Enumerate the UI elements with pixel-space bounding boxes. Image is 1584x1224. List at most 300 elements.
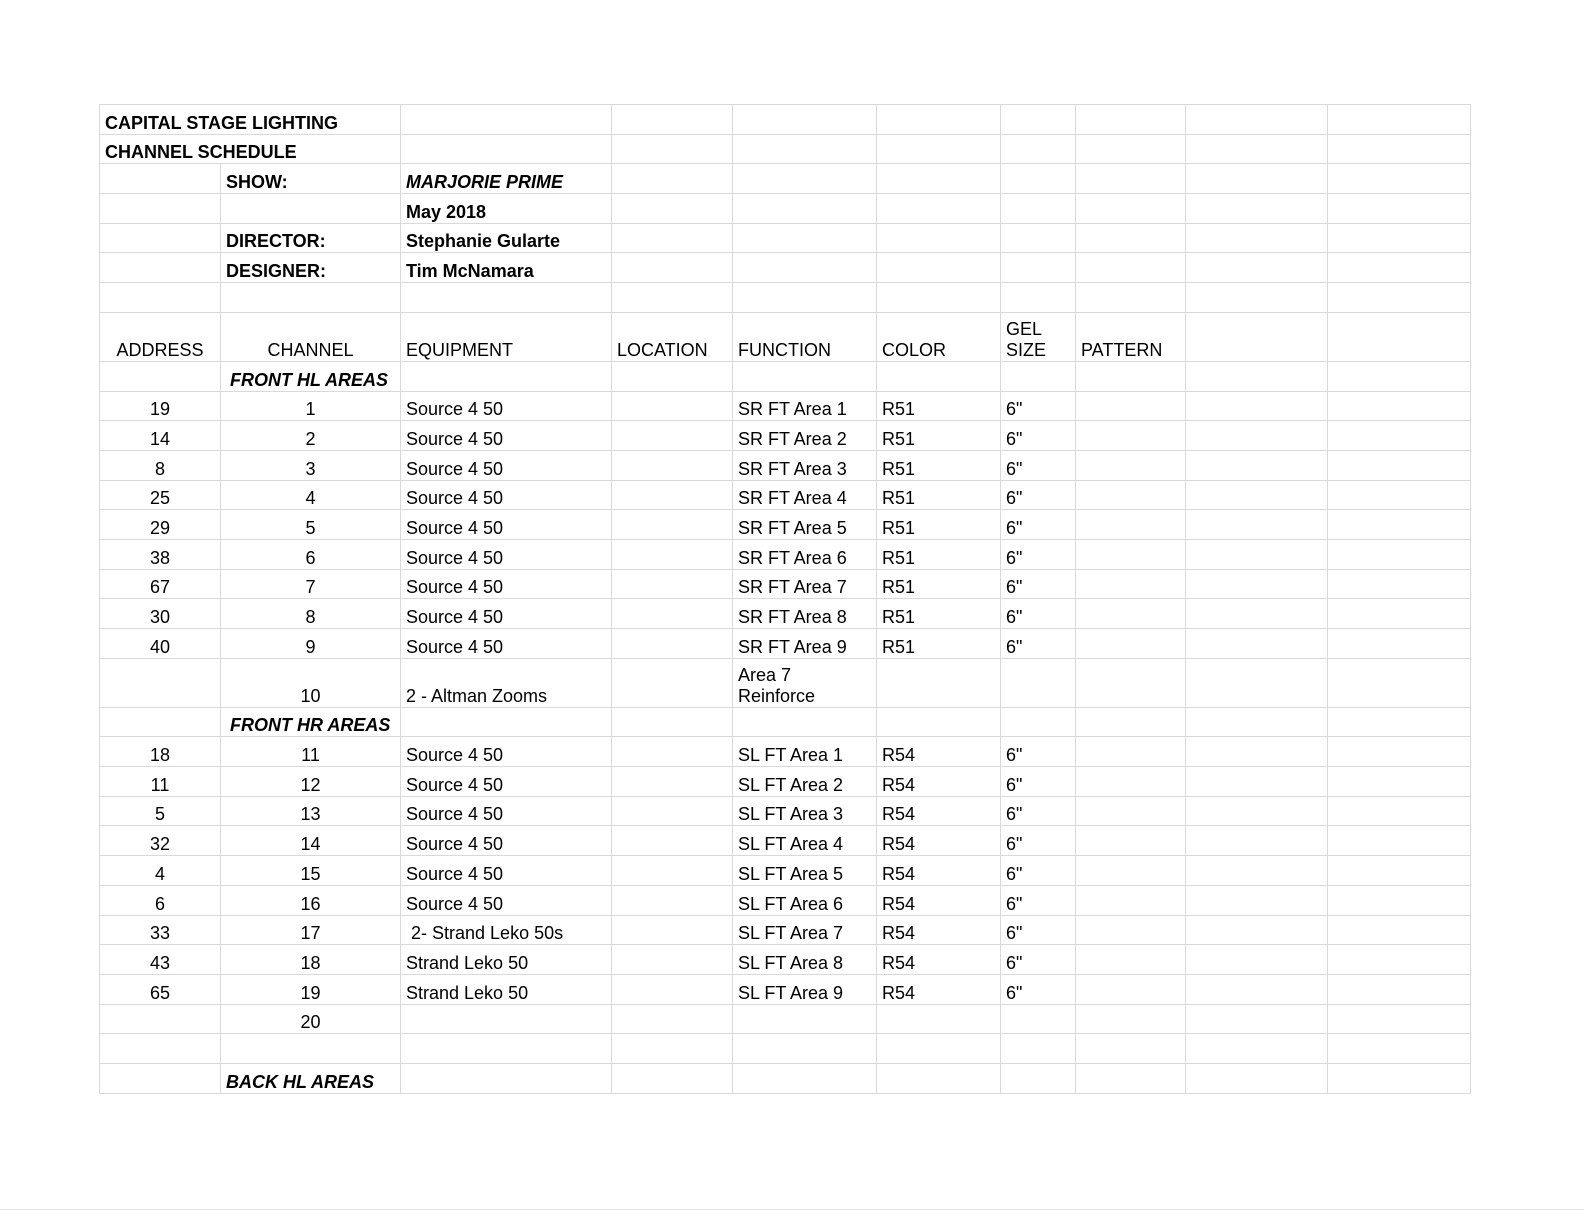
channel-cell[interactable]: 18 (221, 945, 401, 975)
pattern-cell[interactable] (1076, 826, 1186, 856)
color-cell[interactable]: R51 (877, 421, 1001, 451)
color-cell[interactable]: R51 (877, 450, 1001, 480)
cell[interactable] (1186, 629, 1328, 659)
cell[interactable] (1001, 194, 1076, 224)
pattern-cell[interactable] (1076, 658, 1186, 707)
address-cell[interactable]: 33 (100, 915, 221, 945)
cell[interactable] (733, 1034, 877, 1064)
pattern-cell[interactable] (1076, 510, 1186, 540)
color-cell[interactable]: R54 (877, 915, 1001, 945)
channel-cell[interactable]: 15 (221, 856, 401, 886)
equipment-cell[interactable]: Strand Leko 50 (401, 945, 612, 975)
show-date[interactable]: May 2018 (401, 194, 612, 224)
cell[interactable] (100, 194, 221, 224)
show-name[interactable]: MARJORIE PRIME (401, 164, 612, 194)
gel-size-cell[interactable]: 6" (1001, 480, 1076, 510)
function-cell[interactable]: SR FT Area 4 (733, 480, 877, 510)
cell[interactable] (100, 1063, 221, 1093)
header-function[interactable]: FUNCTION (733, 312, 877, 361)
cell[interactable] (1186, 707, 1328, 737)
cell[interactable] (877, 1034, 1001, 1064)
cell[interactable] (877, 361, 1001, 391)
cell[interactable] (401, 283, 612, 313)
function-cell[interactable]: Area 7 Reinforce (733, 658, 877, 707)
gel-size-cell[interactable]: 6" (1001, 629, 1076, 659)
cell[interactable] (733, 164, 877, 194)
cell[interactable] (1186, 856, 1328, 886)
cell[interactable] (1001, 105, 1076, 135)
cell[interactable] (877, 194, 1001, 224)
pattern-cell[interactable] (1076, 885, 1186, 915)
cell[interactable] (1076, 1063, 1186, 1093)
color-cell[interactable]: R51 (877, 569, 1001, 599)
cell[interactable] (1328, 421, 1471, 451)
cell[interactable] (1186, 480, 1328, 510)
channel-cell[interactable]: 2 (221, 421, 401, 451)
equipment-cell[interactable]: Source 4 50 (401, 391, 612, 421)
cell[interactable] (221, 194, 401, 224)
cell[interactable] (1186, 1034, 1328, 1064)
pattern-cell[interactable] (1076, 767, 1186, 797)
gel-size-cell[interactable]: 6" (1001, 599, 1076, 629)
cell[interactable] (1001, 134, 1076, 164)
address-cell[interactable]: 5 (100, 796, 221, 826)
location-cell[interactable] (612, 945, 733, 975)
channel-cell[interactable]: 7 (221, 569, 401, 599)
address-cell[interactable]: 11 (100, 767, 221, 797)
pattern-cell[interactable] (1076, 569, 1186, 599)
pattern-cell[interactable] (1076, 421, 1186, 451)
equipment-cell[interactable]: Source 4 50 (401, 737, 612, 767)
cell[interactable] (1186, 134, 1328, 164)
cell[interactable] (612, 283, 733, 313)
cell[interactable] (1328, 539, 1471, 569)
cell[interactable] (221, 1034, 401, 1064)
location-cell[interactable] (612, 421, 733, 451)
color-cell[interactable] (877, 1004, 1001, 1034)
location-cell[interactable] (612, 391, 733, 421)
location-cell[interactable] (612, 658, 733, 707)
cell[interactable] (1328, 885, 1471, 915)
function-cell[interactable]: SL FT Area 1 (733, 737, 877, 767)
cell[interactable] (1328, 510, 1471, 540)
function-cell[interactable]: SR FT Area 2 (733, 421, 877, 451)
gel-size-cell[interactable]: 6" (1001, 421, 1076, 451)
cell[interactable] (1328, 312, 1471, 361)
color-cell[interactable]: R51 (877, 510, 1001, 540)
location-cell[interactable] (612, 1004, 733, 1034)
cell[interactable] (1328, 658, 1471, 707)
cell[interactable] (1328, 450, 1471, 480)
address-cell[interactable]: 29 (100, 510, 221, 540)
pattern-cell[interactable] (1076, 915, 1186, 945)
equipment-cell[interactable]: Source 4 50 (401, 826, 612, 856)
equipment-cell[interactable]: Source 4 50 (401, 450, 612, 480)
address-cell[interactable]: 6 (100, 885, 221, 915)
cell[interactable] (1328, 737, 1471, 767)
cell[interactable] (877, 253, 1001, 283)
pattern-cell[interactable] (1076, 480, 1186, 510)
gel-size-cell[interactable]: 6" (1001, 974, 1076, 1004)
cell[interactable] (1328, 707, 1471, 737)
location-cell[interactable] (612, 796, 733, 826)
cell[interactable] (1186, 1063, 1328, 1093)
gel-size-cell[interactable]: 6" (1001, 737, 1076, 767)
address-cell[interactable]: 25 (100, 480, 221, 510)
cell[interactable] (1328, 391, 1471, 421)
pattern-cell[interactable] (1076, 599, 1186, 629)
cell[interactable] (1328, 1004, 1471, 1034)
gel-size-cell[interactable]: 6" (1001, 391, 1076, 421)
cell[interactable] (733, 194, 877, 224)
cell[interactable] (1076, 361, 1186, 391)
gel-size-cell[interactable]: 6" (1001, 826, 1076, 856)
cell[interactable] (612, 1034, 733, 1064)
cell[interactable] (1076, 253, 1186, 283)
cell[interactable] (733, 707, 877, 737)
cell[interactable] (1186, 737, 1328, 767)
show-label[interactable]: SHOW: (221, 164, 401, 194)
cell[interactable] (1186, 539, 1328, 569)
location-cell[interactable] (612, 569, 733, 599)
cell[interactable] (1001, 164, 1076, 194)
cell[interactable] (877, 1063, 1001, 1093)
pattern-cell[interactable] (1076, 796, 1186, 826)
cell[interactable] (1328, 629, 1471, 659)
cell[interactable] (612, 1063, 733, 1093)
cell[interactable] (1076, 707, 1186, 737)
cell[interactable] (733, 223, 877, 253)
gel-size-cell[interactable]: 6" (1001, 945, 1076, 975)
function-cell[interactable]: SL FT Area 3 (733, 796, 877, 826)
channel-cell[interactable]: 19 (221, 974, 401, 1004)
header-color[interactable]: COLOR (877, 312, 1001, 361)
address-cell[interactable]: 32 (100, 826, 221, 856)
category-label[interactable]: FRONT HL AREAS (221, 361, 401, 391)
designer-label[interactable]: DESIGNER: (221, 253, 401, 283)
cell[interactable] (1328, 569, 1471, 599)
location-cell[interactable] (612, 856, 733, 886)
function-cell[interactable]: SR FT Area 1 (733, 391, 877, 421)
cell[interactable] (1076, 105, 1186, 135)
function-cell[interactable]: SR FT Area 6 (733, 539, 877, 569)
cell[interactable] (1001, 1034, 1076, 1064)
color-cell[interactable]: R54 (877, 826, 1001, 856)
cell[interactable] (401, 134, 612, 164)
function-cell[interactable]: SR FT Area 7 (733, 569, 877, 599)
cell[interactable] (1328, 253, 1471, 283)
equipment-cell[interactable]: Source 4 50 (401, 421, 612, 451)
cell[interactable] (401, 1063, 612, 1093)
channel-cell[interactable]: 10 (221, 658, 401, 707)
cell[interactable] (612, 105, 733, 135)
equipment-cell[interactable]: Source 4 50 (401, 767, 612, 797)
cell[interactable] (1186, 945, 1328, 975)
cell[interactable] (733, 105, 877, 135)
equipment-cell[interactable]: Source 4 50 (401, 480, 612, 510)
director-label[interactable]: DIRECTOR: (221, 223, 401, 253)
pattern-cell[interactable] (1076, 391, 1186, 421)
cell[interactable] (1328, 856, 1471, 886)
address-cell[interactable]: 38 (100, 539, 221, 569)
function-cell[interactable]: SL FT Area 5 (733, 856, 877, 886)
cell[interactable] (1328, 194, 1471, 224)
pattern-cell[interactable] (1076, 539, 1186, 569)
cell[interactable] (733, 283, 877, 313)
cell[interactable] (1328, 361, 1471, 391)
address-cell[interactable]: 43 (100, 945, 221, 975)
location-cell[interactable] (612, 915, 733, 945)
cell[interactable] (612, 164, 733, 194)
location-cell[interactable] (612, 480, 733, 510)
address-cell[interactable]: 4 (100, 856, 221, 886)
location-cell[interactable] (612, 767, 733, 797)
channel-cell[interactable]: 5 (221, 510, 401, 540)
cell[interactable] (1186, 915, 1328, 945)
channel-cell[interactable]: 8 (221, 599, 401, 629)
channel-cell[interactable]: 16 (221, 885, 401, 915)
header-channel[interactable]: CHANNEL (221, 312, 401, 361)
cell[interactable] (1328, 974, 1471, 1004)
channel-cell[interactable]: 6 (221, 539, 401, 569)
cell[interactable] (1001, 253, 1076, 283)
cell[interactable] (1186, 105, 1328, 135)
color-cell[interactable]: R54 (877, 737, 1001, 767)
header-location[interactable]: LOCATION (612, 312, 733, 361)
doc-title[interactable]: CHANNEL SCHEDULE (100, 134, 401, 164)
function-cell[interactable]: SL FT Area 4 (733, 826, 877, 856)
address-cell[interactable]: 19 (100, 391, 221, 421)
color-cell[interactable]: R54 (877, 885, 1001, 915)
function-cell[interactable] (733, 1004, 877, 1034)
function-cell[interactable]: SL FT Area 9 (733, 974, 877, 1004)
equipment-cell[interactable]: Source 4 50 (401, 510, 612, 540)
location-cell[interactable] (612, 510, 733, 540)
cell[interactable] (1186, 599, 1328, 629)
cell[interactable] (733, 134, 877, 164)
location-cell[interactable] (612, 885, 733, 915)
cell[interactable] (612, 707, 733, 737)
color-cell[interactable]: R51 (877, 391, 1001, 421)
cell[interactable] (1001, 223, 1076, 253)
cell[interactable] (612, 361, 733, 391)
function-cell[interactable]: SR FT Area 9 (733, 629, 877, 659)
channel-cell[interactable]: 20 (221, 1004, 401, 1034)
address-cell[interactable]: 14 (100, 421, 221, 451)
color-cell[interactable]: R54 (877, 974, 1001, 1004)
cell[interactable] (877, 164, 1001, 194)
equipment-cell[interactable]: Source 4 50 (401, 885, 612, 915)
header-gel-size[interactable]: GEL SIZE (1001, 312, 1076, 361)
cell[interactable] (1328, 1034, 1471, 1064)
cell[interactable] (100, 223, 221, 253)
equipment-cell[interactable]: Source 4 50 (401, 569, 612, 599)
cell[interactable] (877, 134, 1001, 164)
channel-cell[interactable]: 9 (221, 629, 401, 659)
function-cell[interactable]: SR FT Area 8 (733, 599, 877, 629)
gel-size-cell[interactable]: 6" (1001, 796, 1076, 826)
address-cell[interactable]: 65 (100, 974, 221, 1004)
color-cell[interactable]: R54 (877, 796, 1001, 826)
address-cell[interactable]: 8 (100, 450, 221, 480)
color-cell[interactable] (877, 658, 1001, 707)
gel-size-cell[interactable]: 6" (1001, 767, 1076, 797)
cell[interactable] (100, 1034, 221, 1064)
cell[interactable] (733, 361, 877, 391)
equipment-cell[interactable]: Source 4 50 (401, 599, 612, 629)
cell[interactable] (1186, 796, 1328, 826)
cell[interactable] (1328, 826, 1471, 856)
equipment-cell[interactable]: Source 4 50 (401, 796, 612, 826)
cell[interactable] (1328, 164, 1471, 194)
address-cell[interactable]: 18 (100, 737, 221, 767)
category-label[interactable]: BACK HL AREAS (221, 1063, 401, 1093)
cell[interactable] (100, 361, 221, 391)
location-cell[interactable] (612, 450, 733, 480)
header-pattern[interactable]: PATTERN (1076, 312, 1186, 361)
cell[interactable] (1186, 510, 1328, 540)
function-cell[interactable]: SL FT Area 8 (733, 945, 877, 975)
cell[interactable] (1001, 707, 1076, 737)
pattern-cell[interactable] (1076, 945, 1186, 975)
channel-cell[interactable]: 12 (221, 767, 401, 797)
cell[interactable] (1186, 223, 1328, 253)
gel-size-cell[interactable]: 6" (1001, 569, 1076, 599)
color-cell[interactable]: R54 (877, 767, 1001, 797)
cell[interactable] (612, 134, 733, 164)
cell[interactable] (877, 283, 1001, 313)
header-equipment[interactable]: EQUIPMENT (401, 312, 612, 361)
channel-cell[interactable]: 11 (221, 737, 401, 767)
cell[interactable] (1186, 450, 1328, 480)
location-cell[interactable] (612, 826, 733, 856)
gel-size-cell[interactable]: 6" (1001, 539, 1076, 569)
cell[interactable] (401, 707, 612, 737)
cell[interactable] (1186, 312, 1328, 361)
cell[interactable] (1186, 569, 1328, 599)
cell[interactable] (1328, 915, 1471, 945)
color-cell[interactable]: R51 (877, 480, 1001, 510)
cell[interactable] (1328, 767, 1471, 797)
cell[interactable] (1328, 599, 1471, 629)
gel-size-cell[interactable]: 6" (1001, 915, 1076, 945)
color-cell[interactable]: R54 (877, 856, 1001, 886)
cell[interactable] (1186, 421, 1328, 451)
location-cell[interactable] (612, 599, 733, 629)
equipment-cell[interactable] (401, 1004, 612, 1034)
cell[interactable] (1186, 1004, 1328, 1034)
color-cell[interactable]: R51 (877, 629, 1001, 659)
cell[interactable] (877, 105, 1001, 135)
cell[interactable] (1076, 164, 1186, 194)
cell[interactable] (1328, 223, 1471, 253)
cell[interactable] (1186, 164, 1328, 194)
cell[interactable] (1186, 974, 1328, 1004)
cell[interactable] (1328, 796, 1471, 826)
cell[interactable] (1001, 361, 1076, 391)
color-cell[interactable]: R51 (877, 539, 1001, 569)
location-cell[interactable] (612, 629, 733, 659)
address-cell[interactable]: 67 (100, 569, 221, 599)
cell[interactable] (1001, 1063, 1076, 1093)
header-address[interactable]: ADDRESS (100, 312, 221, 361)
org-name[interactable]: CAPITAL STAGE LIGHTING (100, 105, 401, 135)
cell[interactable] (1186, 658, 1328, 707)
director-name[interactable]: Stephanie Gularte (401, 223, 612, 253)
channel-cell[interactable]: 14 (221, 826, 401, 856)
cell[interactable] (1328, 480, 1471, 510)
address-cell[interactable] (100, 658, 221, 707)
cell[interactable] (612, 253, 733, 283)
cell[interactable] (612, 194, 733, 224)
gel-size-cell[interactable]: 6" (1001, 450, 1076, 480)
cell[interactable] (1186, 826, 1328, 856)
cell[interactable] (100, 253, 221, 283)
equipment-cell[interactable]: Strand Leko 50 (401, 974, 612, 1004)
cell[interactable] (1328, 1063, 1471, 1093)
gel-size-cell[interactable] (1001, 658, 1076, 707)
cell[interactable] (877, 223, 1001, 253)
function-cell[interactable]: SL FT Area 7 (733, 915, 877, 945)
cell[interactable] (1076, 1034, 1186, 1064)
channel-cell[interactable]: 1 (221, 391, 401, 421)
equipment-cell[interactable]: 2- Strand Leko 50s (401, 915, 612, 945)
cell[interactable] (1328, 105, 1471, 135)
cell[interactable] (100, 707, 221, 737)
cell[interactable] (100, 283, 221, 313)
pattern-cell[interactable] (1076, 856, 1186, 886)
equipment-cell[interactable]: 2 - Altman Zooms (401, 658, 612, 707)
pattern-cell[interactable] (1076, 450, 1186, 480)
pattern-cell[interactable] (1076, 974, 1186, 1004)
cell[interactable] (877, 707, 1001, 737)
cell[interactable] (1001, 283, 1076, 313)
function-cell[interactable]: SR FT Area 5 (733, 510, 877, 540)
cell[interactable] (612, 223, 733, 253)
category-label[interactable]: FRONT HR AREAS (221, 707, 401, 737)
cell[interactable] (221, 283, 401, 313)
gel-size-cell[interactable]: 6" (1001, 856, 1076, 886)
cell[interactable] (1076, 194, 1186, 224)
cell[interactable] (1186, 885, 1328, 915)
channel-cell[interactable]: 4 (221, 480, 401, 510)
cell[interactable] (1186, 283, 1328, 313)
function-cell[interactable]: SR FT Area 3 (733, 450, 877, 480)
address-cell[interactable]: 30 (100, 599, 221, 629)
address-cell[interactable]: 40 (100, 629, 221, 659)
location-cell[interactable] (612, 539, 733, 569)
address-cell[interactable] (100, 1004, 221, 1034)
cell[interactable] (1186, 194, 1328, 224)
pattern-cell[interactable] (1076, 737, 1186, 767)
cell[interactable] (401, 361, 612, 391)
cell[interactable] (733, 1063, 877, 1093)
gel-size-cell[interactable]: 6" (1001, 510, 1076, 540)
channel-cell[interactable]: 17 (221, 915, 401, 945)
function-cell[interactable]: SL FT Area 2 (733, 767, 877, 797)
cell[interactable] (1076, 134, 1186, 164)
equipment-cell[interactable]: Source 4 50 (401, 629, 612, 659)
location-cell[interactable] (612, 974, 733, 1004)
function-cell[interactable]: SL FT Area 6 (733, 885, 877, 915)
gel-size-cell[interactable]: 6" (1001, 885, 1076, 915)
color-cell[interactable]: R54 (877, 945, 1001, 975)
channel-cell[interactable]: 13 (221, 796, 401, 826)
pattern-cell[interactable] (1076, 1004, 1186, 1034)
cell[interactable] (733, 253, 877, 283)
channel-cell[interactable]: 3 (221, 450, 401, 480)
cell[interactable] (401, 105, 612, 135)
